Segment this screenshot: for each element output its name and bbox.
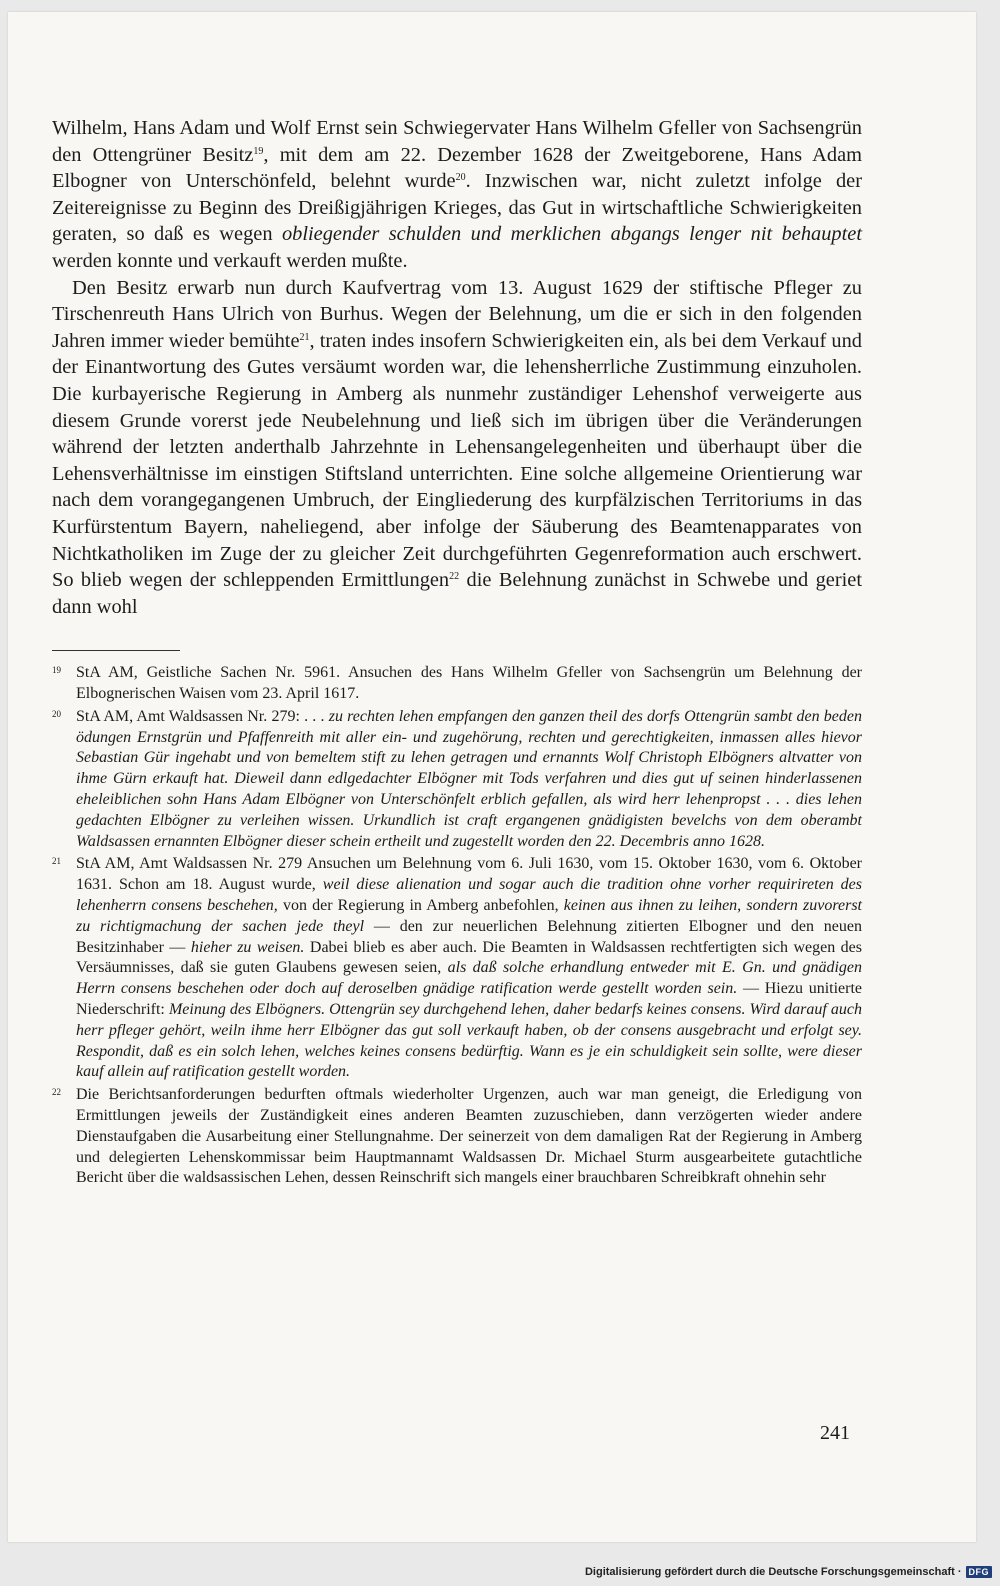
footnote-ref-20[interactable]: 20 [455,172,466,184]
footnote-ref-22[interactable]: 22 [449,571,460,583]
body-text [52,115,862,620]
footnote-number: 21 [52,856,61,867]
footnote-number: 19 [52,665,61,676]
dfg-logo: DFG [966,1566,993,1578]
paragraph-1: Wilhelm, Hans Adam und Wolf Ernst sein Schwiegervater Hans Wilhelm Gfeller von Sachsengrün den Ottengrüner Besitz$^{19}$, mit dem am 22. Dezember 1628 der Zweitgeborene, Hans Adam Elbogner von Unterschönfeld, belehnt wurde$^{20}$. Inzwischen war, nicht zuletzt infolge der Zeitereignisse zu Beginn des Dreißigjährigen Krieges, das Gut in wirtschaftliche Schwierigkeiten geraten, so daß es wegen obliegender schulden und merklichen abgangs lenger nit behauptet werden konnte und verkauft werden mußte. [52,117,862,272]
page-content [52,115,862,1191]
footnote-ref-19[interactable]: 19 [253,145,264,157]
digitization-credit [585,1566,992,1578]
paragraph-2: Den Besitz erwarb nun durch Kaufvertrag vom 13. August 1629 der stiftische Pfleger zu Tirschenreuth Hans Ulrich von Burhus. Wegen der Belehnung, um die er sich in den folgenden Jahren immer wieder bemühte$^{21}$, traten indes insofern Schwierigkeiten ein, als bei dem Verkauf und der Einantwortung des Gutes versäumt worden war, die lehensherrliche Zustimmung einzuholen. Die kurbayerische Regierung in Amberg als nunmehr zuständiger Lehenshof verweigerte aus diesem Grunde vorerst jede Neubelehnung und ließ sich im übrigen über die Veränderungen während der letzten anderthalb Jahrzehnte in Lehensangelegenheiten und überhaupt über die Lehensverhältnisse im einstigen Stiftsland unterrichten. Eine solche allgemeine Orientierung war nach dem vorangegangenen Umbruch, der Eingliederung des kurpfälzischen Territoriums in das Kurfürstentum Bayern, naheliegend, aber infolge der Säuberung des Beamtenapparates von Nichtkatholiken im Zuge der zu gleicher Zeit durchgeführten Gegenreformation auch erschwert. So blieb wegen der schleppenden Ermittlungen$^{22}$ die Belehnung zunächst in Schwebe und geriet dann wohl [52,276,863,618]
footnotes [52,663,862,1189]
footnote-21: 21 StA AM, Amt Waldsassen Nr. 279 Ansuchen um Belehnung vom 6. Juli 1630, vom 15. Oktober 1630, vom 6. Oktober 1631. Schon am 18. August wurde, weil diese alienation und sogar auch die tradition ohne vorher requirireten des lehenherrn consens beschehen, von der Regierung in Amberg anbefohlen, keinen aus ihnen zu leihen, sondern zuvorerst zu richtigmachung der sachen jede theyl — den zur neuerlichen Belehnung zitierten Elbogner und den neuen Besitzinhaber — hieher zu weisen. Dabei blieb es aber auch. Die Beamten in Waldsassen rechtfertigten sich wegen des Versäumnisses, daß sie guten Glaubens gewesen seien, als daß solche erhandlung entweder mit E. Gn. und gnädigen Herrn consens beschehen oder doch auf deroselben gnädige ratification werde gestellt worden sein. — Hiezu unitierte Niederschrift: Meinung des Elbögners. Ottengrün sey durchgehend lehen, daher bedarfs keines consens. Wird darauf auch herr pfleger gehört, weiln ihme herr Elbögner das gut soll verkauft haben, ob der consens ausgebracht und erfolgt sey. Respondit, daß es ein solch lehen, welches keines consens bedürftig. Wann es je ein schuldigkeit sein sollte, were dieser kauf allein auf ratification gestellt worden. [52,855,863,1081]
footnote-22: 22 Die Berichtsanforderungen bedurften oftmals wiederholter Urgenzen, auch war man geneigt, die Erledigung von Ermittlungen jeweils der Zuständigkeit eines anderen Beamten zuzuschieben, dann verzögerten wieder andere Dienstaufgaben die Ausarbeitung einer Stellungnahme. Der seinerzeit von dem damaligen Rat der Regierung in Amberg und delegierten Lehenskommissar beim Hauptmannamt Waldsassen Dr. Michael Sturm ausgearbeitete gutachtliche Bericht über die waldsassischen Lehen, dessen Reinschrift sich mangels einer brauchbaren Schreibkraft ohnehin sehr [52,1086,862,1187]
footnote-number: 22 [52,1087,61,1098]
footnote-number: 20 [52,708,61,719]
footnote-19: 19 StA AM, Geistliche Sachen Nr. 5961. Ansuchen des Hans Wilhelm Gfeller von Sachsengrün um Belehnung der Elbognerischen Waisen vom 23. April 1617. [52,664,862,703]
footnote-20: 20 StA AM, Amt Waldsassen Nr. 279: . . . zu rechten lehen empfangen den ganzen theil des dorfs Ottengrün sambt den beden ödungen Ernstgrün und Pfaffenreith mit aller ein- und zugehörung, rechten und gerechtigkeiten, inmassen alles hievor Sebastian Gür ingehabt und von bemeltem stift zu lehen getragen und ernannts Wolf Christoph Elbögners altvatter von ihme Gürn erkauft hat. Dieweil dann edlgedachter Elbögner mit Tods verfahren und dies gut uf seinen hinderlassenen eheleiblichen sohn Hans Adam Elbögner von Unterschönfelt erblich gefallen, als wird herr lehenpropst . . . dies lehen gedachten Elbögner zu verleihen wissen. Urkundlich ist craft ergangenen gnädigisten bevelchs von dem oberambt Waldsassen ernannten Elbögner dieser schein ertheilt und zugestellt worden den 22. Decembris anno 1628. [52,707,863,850]
credit-text: Digitalisierung gefördert durch die Deutsche Forschungsgemeinschaft · [584,1566,962,1578]
footnote-divider [52,650,180,651]
page-number: 241 [820,1422,850,1444]
footnote-ref-21[interactable]: 21 [299,331,310,343]
